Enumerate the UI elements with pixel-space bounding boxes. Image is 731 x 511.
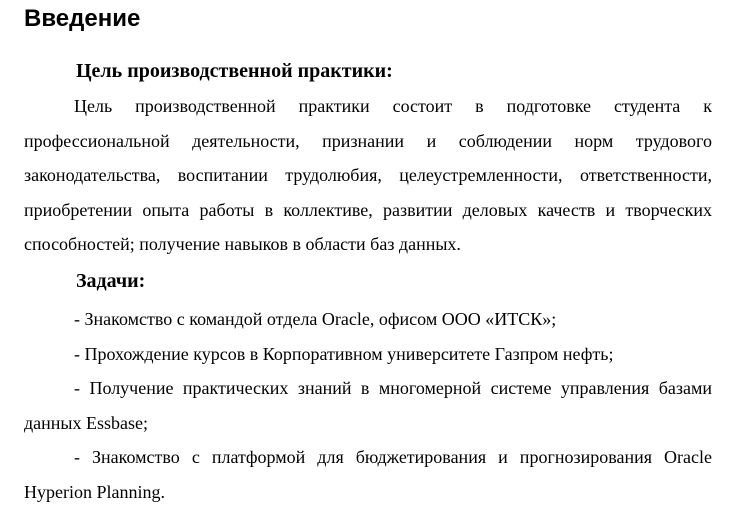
task-item: - Знакомство с платформой для бюджетирования и прогнозирования Oracle Hyperion Planning.: [24, 447, 712, 502]
task-item: - Знакомство с командой отдела Oracle, офисом ООО «ИТСК»;: [74, 309, 557, 329]
goal-heading: Цель производственной практики:: [76, 60, 393, 82]
goal-paragraph: Цель производственной практики состоит в подготовке студента к профессиональной деятельности, признании и соблюдении норм трудового законодательства, воспитании трудолюбия, целеустремленности, ответственности, приобретении опыта работы в коллективе, развитии деловых качеств и творческих способностей; получение навыков в области баз данных.: [24, 96, 712, 254]
task-item: - Прохождение курсов в Корпоративном университете Газпром нефть;: [74, 344, 614, 364]
task-item: - Получение практических знаний в многомерной системе управления базами данных Essbase;: [24, 378, 712, 433]
page-title: Введение: [24, 5, 141, 32]
tasks-heading: Задачи:: [76, 270, 146, 292]
